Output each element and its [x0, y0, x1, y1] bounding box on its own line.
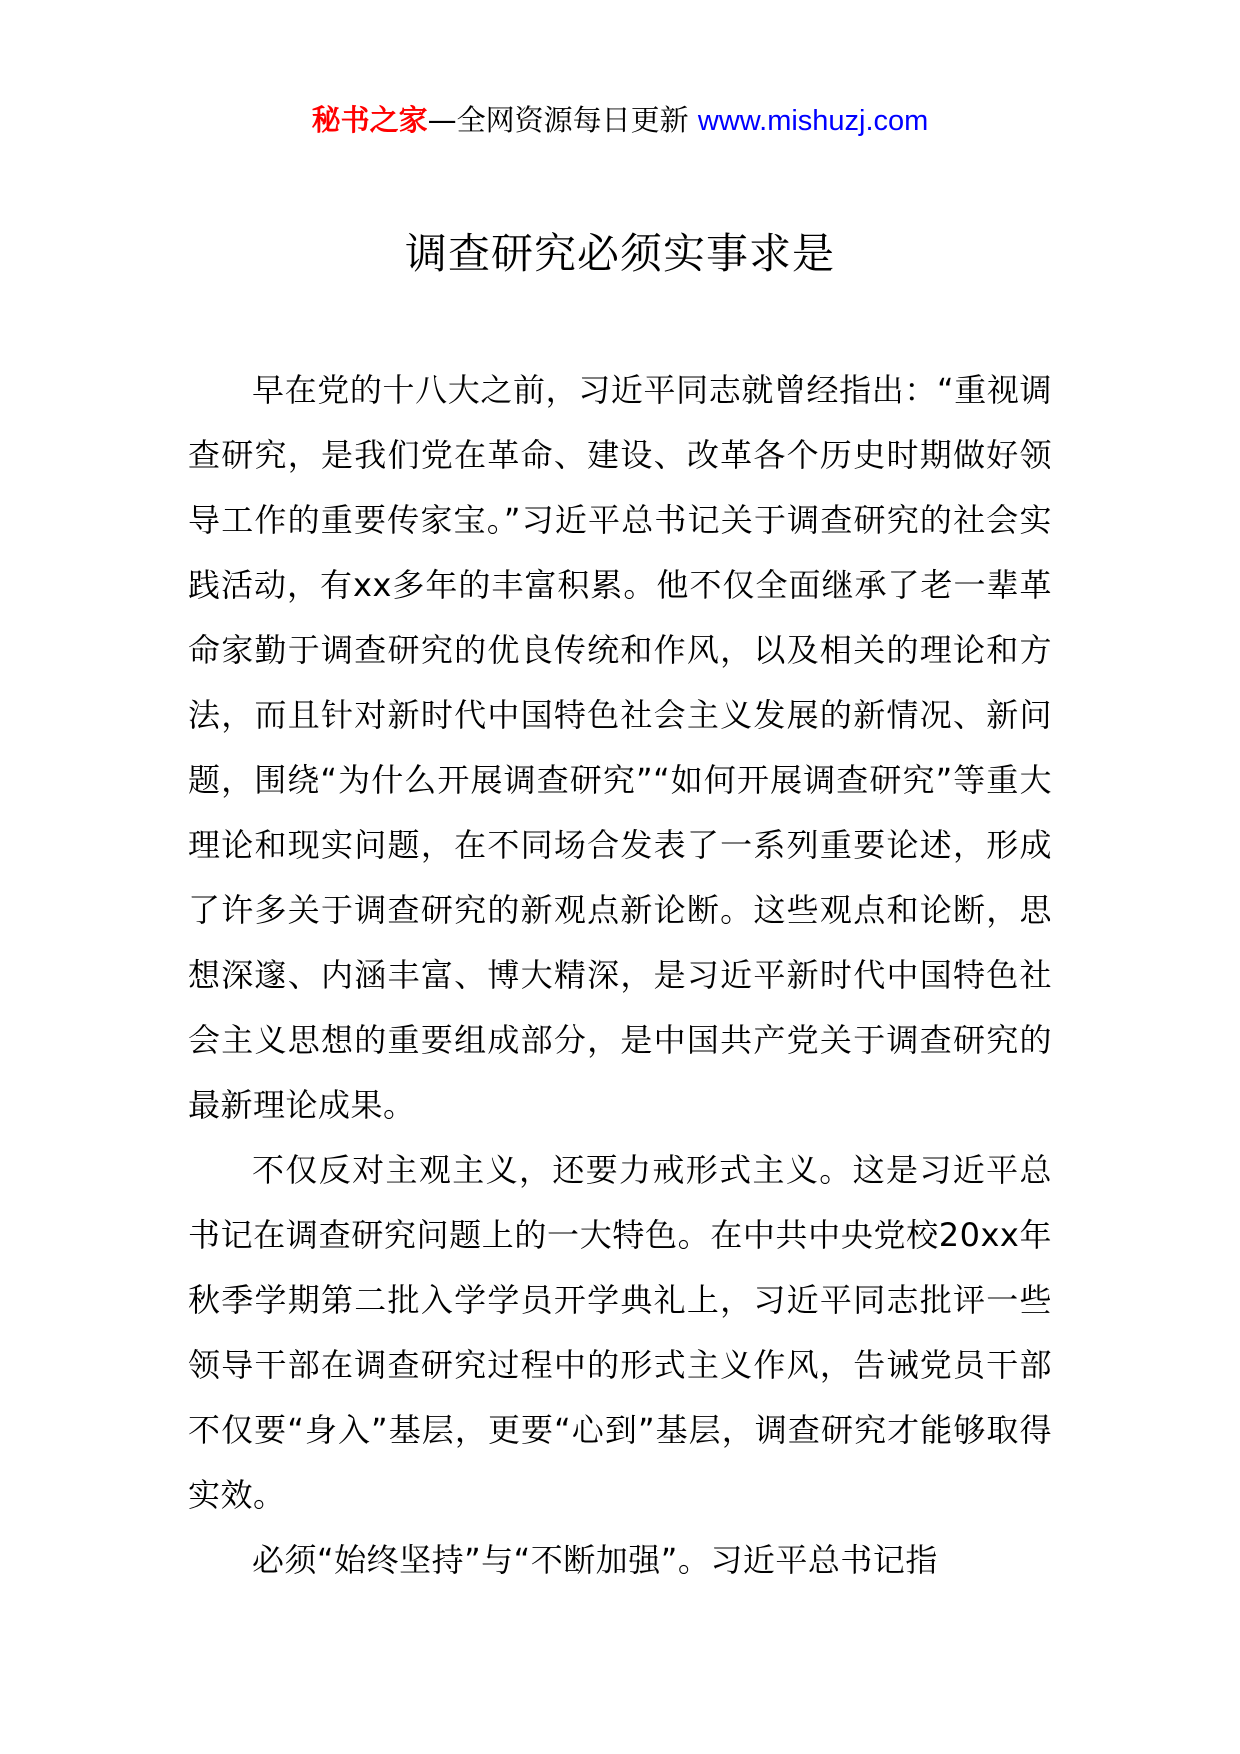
paragraph-3: 必须“始终坚持”与“不断加强”。习近平总书记指 [252, 1541, 938, 1579]
document-title: 调查研究必须实事求是 [404, 229, 835, 278]
site-header [0, 100, 1240, 141]
paragraph-2: 不仅反对主观主义，还要力戒形式主义。这是习近平总书记在调查研究问题上的一大特色。在中共中央党校20xx年秋季学期第二批入学学员开学典礼上，习近平同志批评一些领导干部在调查研究过程中的形式主义作风，告诫党员干部不仅要“身入”基层，更要“心到”基层，调查研究才能够取得实效。 [188, 1151, 1052, 1514]
document-body [188, 358, 1052, 1593]
site-brand: 秘书之家 [311, 103, 428, 137]
site-slogan: —全网资源每日更新 [427, 103, 689, 137]
site-url-link[interactable]: www.mishuzj.com [697, 105, 929, 137]
paragraph-1: 早在党的十八大之前，习近平同志就曾经指出：“重视调查研究，是我们党在革命、建设、改革各个历史时期做好领导工作的重要传家宝。”习近平总书记关于调查研究的社会实践活动，有xx多年的丰富积累。他不仅全面继承了老一辈革命家勤于调查研究的优良传统和作风，以及相关的理论和方法，而且针对新时代中国特色社会主义发展的新情况、新问题，围绕“为什么开展调查研究”“如何开展调查研究”等重大理论和现实问题，在不同场合发表了一系列重要论述，形成了许多关于调查研究的新观点新论断。这些观点和论断，思想深邃、内涵丰富、博大精深，是习近平新时代中国特色社会主义思想的重要组成部分，是中国共产党关于调查研究的最新理论成果。 [188, 371, 1052, 1124]
